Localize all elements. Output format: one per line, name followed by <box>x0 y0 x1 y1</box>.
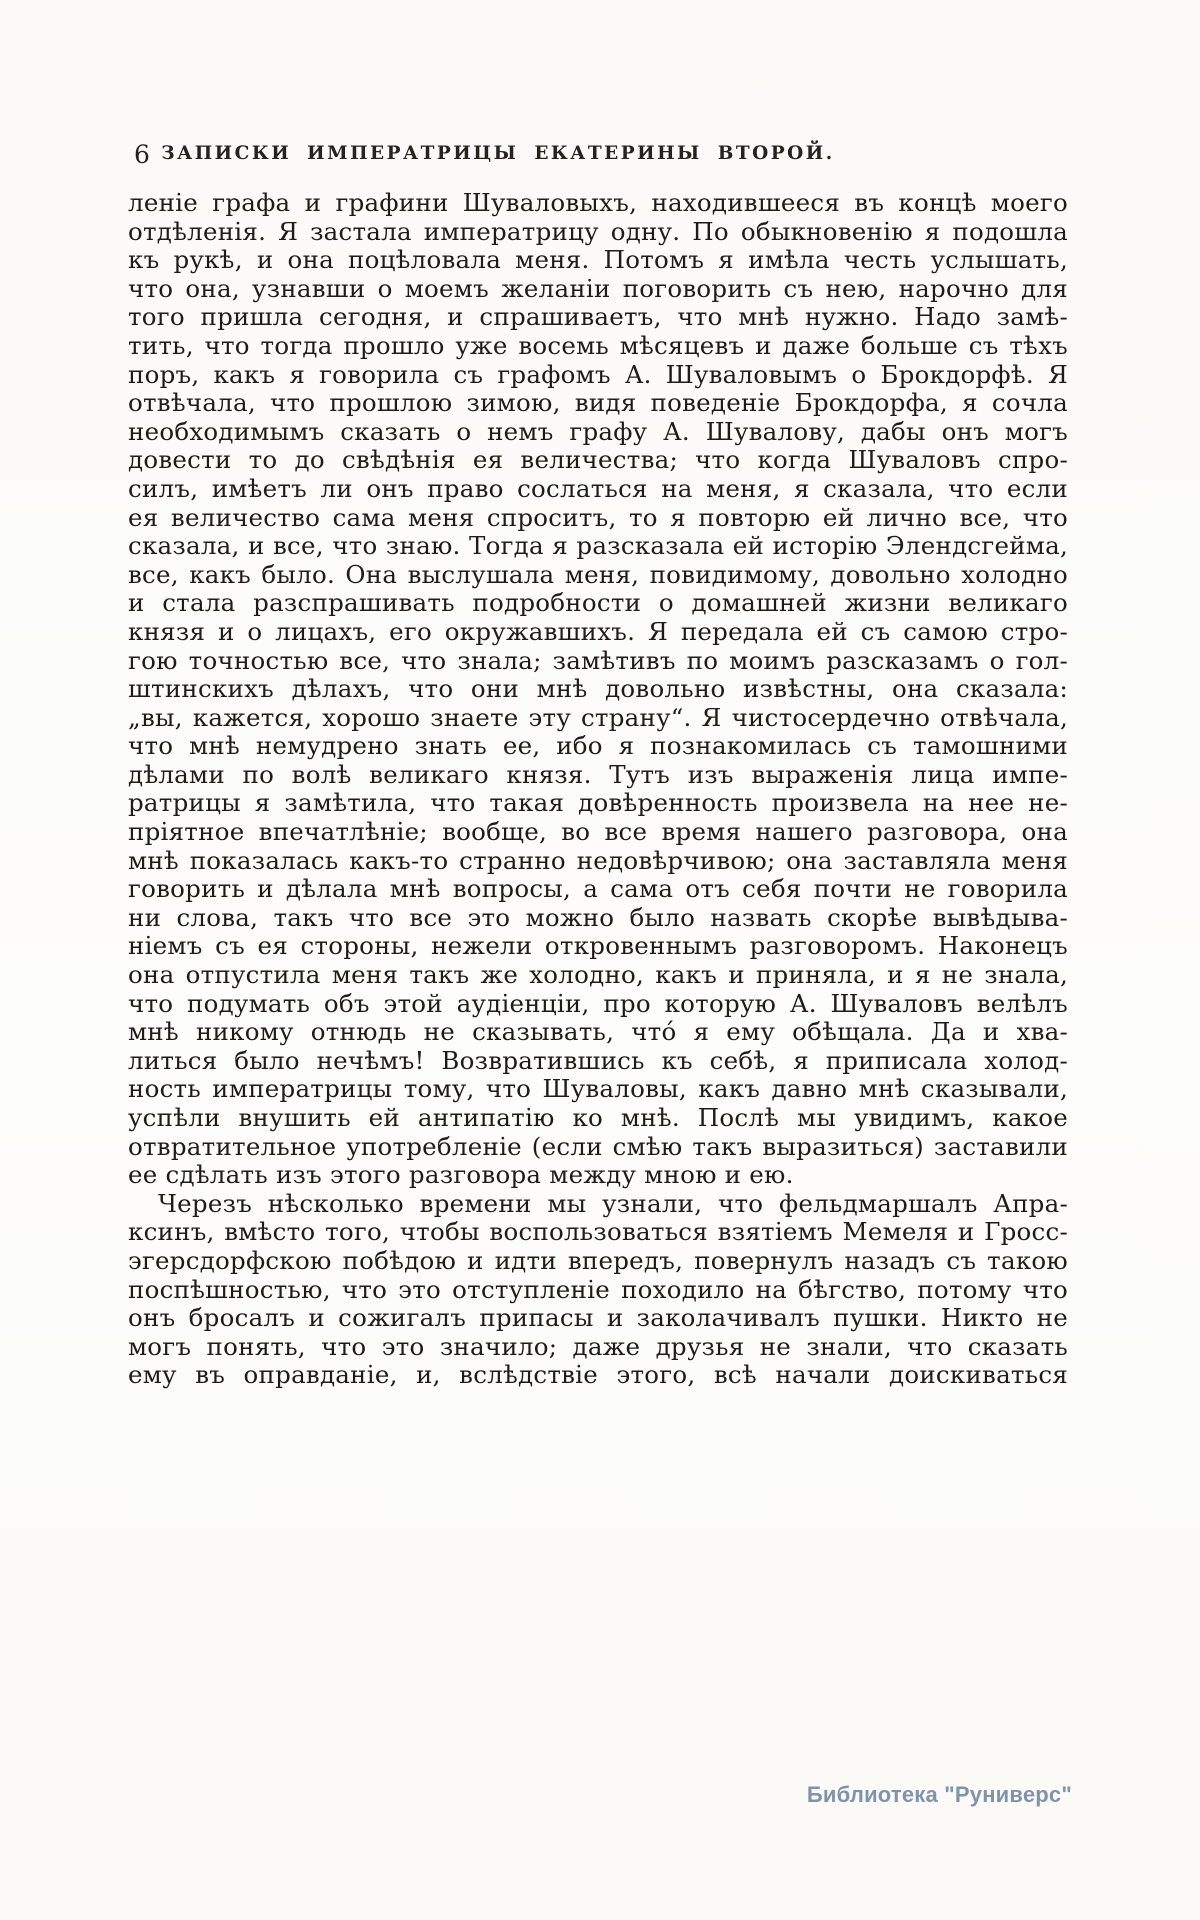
text-line: ніемъ съ ея стороны, нежели откровеннымъ разговоромъ. Наконецъ <box>128 932 1068 961</box>
text-line: ея величество сама меня спроситъ, то я повторю ей лично все, что <box>128 503 1068 532</box>
text-line: леніе графа и графини Шуваловыхъ, находившееся въ концѣ моего <box>128 189 1068 217</box>
text-line: и стала разспрашивать подробности о домашней жизни великаго <box>128 589 1068 618</box>
text-line: мнѣ никому отнюдь не сказывать, что́ я ему обѣщала. Да и хва- <box>128 1018 1068 1047</box>
text-line: Черезъ нѣсколько времени мы узнали, что фельдмаршалъ Апра- <box>158 1189 1068 1218</box>
text-line: силъ, имѣетъ ли онъ право сослаться на меня, я сказала, что если <box>128 474 1068 503</box>
text-line: поръ, какъ я говорила съ графомъ А. Шуваловымъ о Брокдорфѣ. Я <box>128 360 1068 389</box>
text-line: что мнѣ немудрено знать ее, ибо я познакомилась съ тамошними <box>128 732 1068 761</box>
text-line: тить, что тогда прошло уже восемь мѣсяцевъ и даже больше съ тѣхъ <box>128 331 1068 360</box>
page-body <box>128 189 1068 1390</box>
text-line: что подумать объ этой аудіенціи, про которую А. Шуваловъ велѣлъ <box>128 989 1068 1018</box>
text-line: она отпустила меня такъ же холодно, какъ и приняла, и я не знала, <box>128 961 1068 990</box>
text-line: того пришла сегодня, и спрашиваетъ, что мнѣ нужно. Надо замѣ- <box>128 303 1068 332</box>
text-line: дѣлами по волѣ великаго князя. Тутъ изъ выраженія лица импе- <box>128 760 1068 789</box>
text-line: ее сдѣлать изъ этого разговора между мною и ею. <box>128 1161 794 1190</box>
text-line: все, какъ было. Она выслушала меня, повидимому, довольно холодно <box>128 560 1068 589</box>
text-line: говорить и дѣлала мнѣ вопросы, а сама отъ себя почти не говорила <box>128 875 1068 904</box>
text-line: отвратительное употребленіе (если смѣю такъ выразиться) заставили <box>128 1132 1068 1161</box>
text-line: поспѣшностью, что это отступленіе походило на бѣгство, потому что <box>128 1275 1068 1304</box>
page-header <box>128 140 1068 172</box>
text-line: „вы, кажется, хорошо знаете эту страну“. Я чистосердечно отвѣчала, <box>128 703 1068 732</box>
text-line: ность императрицы тому, что Шуваловы, какъ давно мнѣ сказывали, <box>128 1075 1068 1104</box>
text-line: ксинъ, вмѣсто того, чтобы воспользоваться взятіемъ Мемеля и Гросс- <box>128 1218 1068 1247</box>
text-line: отдѣленія. Я застала императрицу одну. По обыкновенію я подошла <box>128 217 1068 246</box>
text-line: гою точностью все, что знала; замѣтивъ по моимъ разсказамъ о гол- <box>128 646 1068 675</box>
text-line: штинскихъ дѣлахъ, что они мнѣ довольно извѣстны, она сказала: <box>128 675 1068 704</box>
running-title: ЗАПИСКИ ИМПЕРАТРИЦЫ ЕКАТЕРИНЫ ВТОРОЙ. <box>161 143 835 164</box>
text-line: отвѣчала, что прошлою зимою, видя поведеніе Брокдорфа, я сочла <box>128 389 1068 418</box>
watermark: Библиотека "Руниверс" <box>806 1782 1072 1807</box>
text-line: сказала, и все, что знаю. Тогда я разсказала ей исторію Элендсгейма, <box>128 532 1068 561</box>
text-line: ему въ оправданіе, и, вслѣдствіе этого, всѣ начали доискиваться <box>128 1361 1068 1390</box>
text-line: пріятное впечатлѣніе; вообще, во все время нашего разговора, она <box>128 818 1068 847</box>
text-line: мнѣ показалась какъ-то странно недовѣрчивою; она заставляла меня <box>128 846 1068 875</box>
text-line: князя и о лицахъ, его окружавшихъ. Я передала ей съ самою стро- <box>128 617 1068 646</box>
text-line: онъ бросалъ и сожигалъ припасы и заколачивалъ пушки. Никто не <box>128 1304 1068 1333</box>
text-line: ратрицы я замѣтила, что такая довѣренность произвела на нее не- <box>128 789 1068 818</box>
text-line: необходимымъ сказать о немъ графу А. Шувалову, дабы онъ могъ <box>128 417 1068 446</box>
text-line: что она, узнавши о моемъ желаніи поговорить съ нею, нарочно для <box>128 274 1068 303</box>
text-line: довести то до свѣдѣнія ея величества; что когда Шуваловъ спро- <box>128 446 1068 475</box>
text-line: ни слова, такъ что все это можно было назвать скорѣе вывѣдыва- <box>128 903 1068 932</box>
text-line: къ рукѣ, и она поцѣловала меня. Потомъ я имѣла честь услышать, <box>128 246 1068 275</box>
text-line: могъ понять, что это значило; даже друзья не знали, что сказать <box>128 1332 1068 1361</box>
text-line: успѣли внушить ей антипатію ко мнѣ. Послѣ мы увидимъ, какое <box>128 1104 1068 1132</box>
text-line: эгерсдорфскою побѣдою и идти впередъ, повернулъ назадъ съ такою <box>128 1246 1068 1275</box>
page-number: 6 <box>134 140 150 169</box>
text-line: литься было нечѣмъ! Возвратившись къ себѣ, я приписала холод- <box>128 1046 1068 1075</box>
